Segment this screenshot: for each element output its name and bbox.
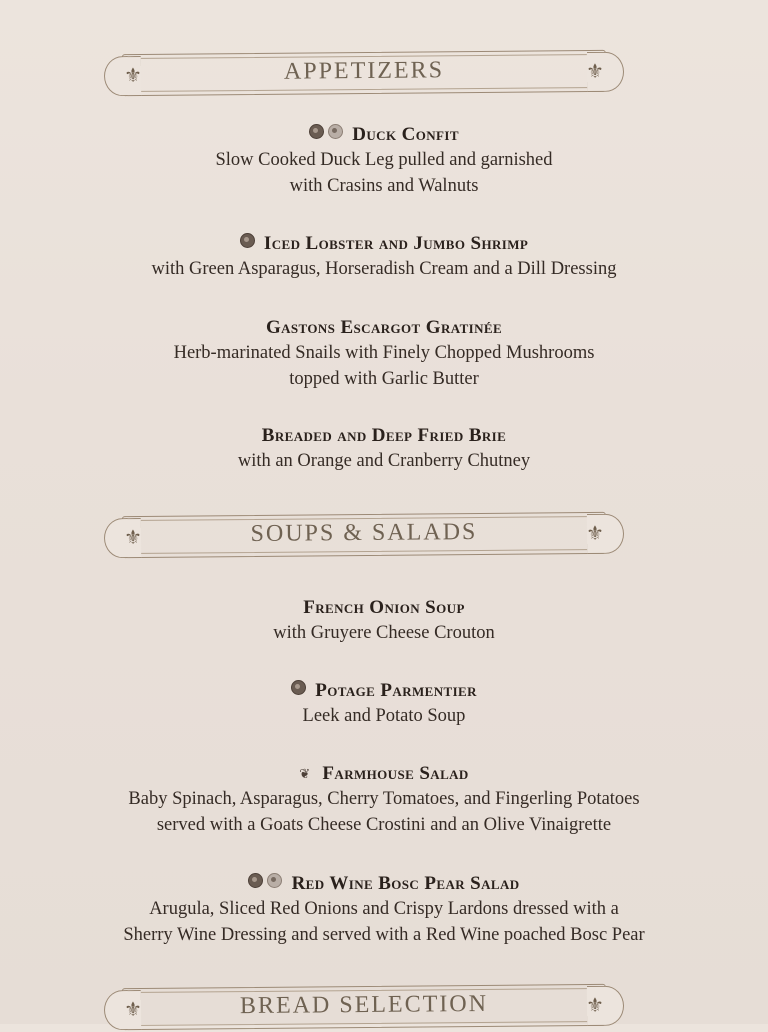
item-name: Duck Confit bbox=[352, 124, 459, 145]
section-banner-bread-selection bbox=[108, 982, 620, 1032]
fleur-de-lis-icon: ⚜ bbox=[585, 992, 605, 1018]
item-description: topped with Garlic Butter bbox=[289, 369, 479, 389]
item-description: Leek and Potato Soup bbox=[302, 706, 466, 726]
item-name: French Onion Soup bbox=[303, 597, 465, 618]
item-name: Gastons Escargot Gratinée bbox=[265, 317, 503, 338]
item-name: Iced Lobster and Jumbo Shrimp bbox=[263, 233, 529, 254]
gluten-free-icon bbox=[328, 124, 343, 139]
item-name: Breaded and Deep Fried Brie bbox=[261, 425, 507, 446]
item-description: Sherry Wine Dressing and served with a Red Wine poached Bosc Pear bbox=[123, 925, 645, 945]
item-description: with Gruyere Cheese Crouton bbox=[273, 623, 495, 643]
item-description: Arugula, Sliced Red Onions and Crispy Lardons dressed with a bbox=[149, 899, 619, 919]
item-description: served with a Goats Cheese Crostini and an Olive Vinaigrette bbox=[156, 815, 612, 835]
menu-item-french-onion-soup bbox=[40, 596, 728, 646]
dietary-icon bbox=[309, 124, 324, 139]
dietary-icon bbox=[291, 680, 306, 695]
gluten-free-icon bbox=[267, 873, 282, 888]
item-description: with an Orange and Cranberry Chutney bbox=[237, 451, 531, 471]
fleur-de-lis-icon: ⚜ bbox=[585, 58, 605, 84]
menu-item-potage-parmentier bbox=[40, 679, 728, 729]
item-description: with Green Asparagus, Horseradish Cream and a Dill Dressing bbox=[151, 259, 617, 279]
item-name: Red Wine Bosc Pear Salad bbox=[291, 873, 520, 894]
item-description: Baby Spinach, Asparagus, Cherry Tomatoes, and Fingerling Potatoes bbox=[128, 789, 640, 809]
item-description: Herb-marinated Snails with Finely Chopped Mushrooms bbox=[173, 343, 595, 363]
section-title: BREAD SELECTION bbox=[239, 990, 489, 1020]
section-title: APPETIZERS bbox=[283, 57, 445, 85]
item-name: Farmhouse Salad bbox=[322, 763, 469, 784]
section-banner-appetizers bbox=[108, 48, 620, 98]
menu-item-red-wine-pear-salad bbox=[40, 872, 728, 948]
section-banner-soups-salads bbox=[108, 510, 620, 560]
dietary-icon bbox=[240, 233, 255, 248]
fleur-de-lis-icon: ⚜ bbox=[123, 62, 143, 88]
menu-item-iced-lobster bbox=[40, 232, 728, 282]
dietary-icon bbox=[248, 873, 263, 888]
menu-item-brie bbox=[40, 424, 728, 474]
item-name: Potage Parmentier bbox=[315, 680, 477, 701]
fleur-de-lis-icon: ⚜ bbox=[123, 524, 143, 550]
item-description: with Crasins and Walnuts bbox=[289, 176, 479, 196]
menu-item-escargot bbox=[40, 316, 728, 392]
menu-item-duck-confit bbox=[40, 123, 728, 199]
fleur-de-lis-icon: ⚜ bbox=[123, 996, 143, 1022]
section-title: SOUPS & SALADS bbox=[250, 519, 478, 547]
fleur-de-lis-icon: ⚜ bbox=[585, 520, 605, 546]
mickey-icon: ❦ bbox=[299, 767, 311, 782]
menu-item-farmhouse-salad bbox=[40, 762, 728, 838]
item-description: Slow Cooked Duck Leg pulled and garnished bbox=[215, 150, 553, 170]
